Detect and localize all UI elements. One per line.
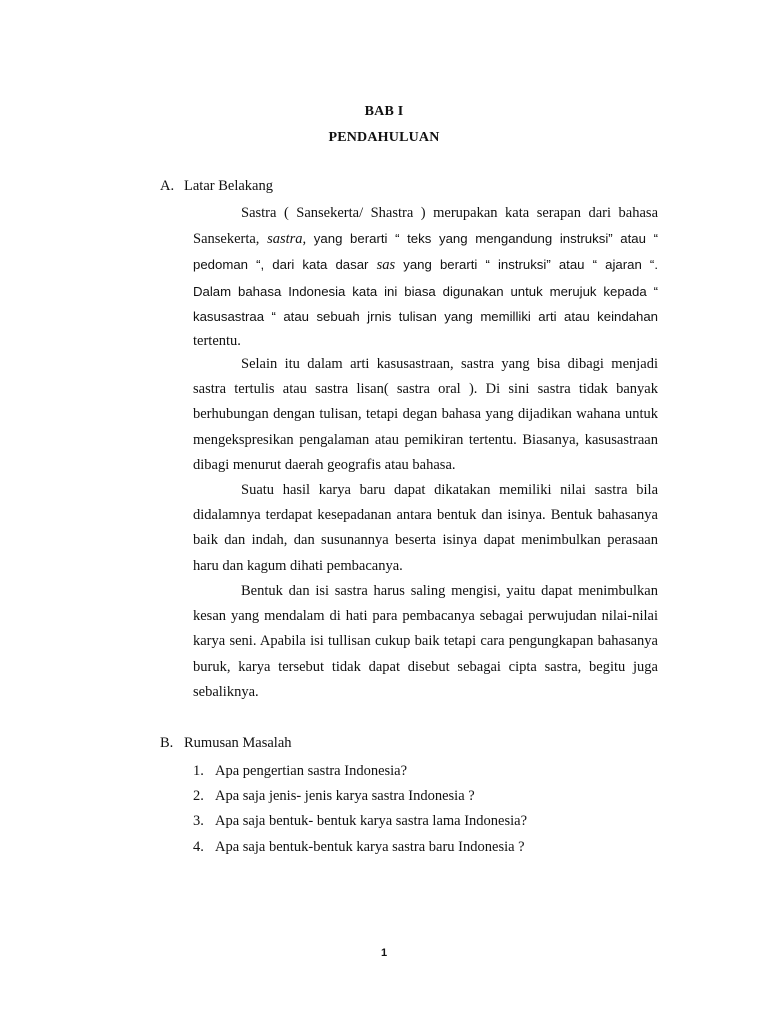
section-b-title: Rumusan Masalah	[184, 735, 292, 751]
paragraph-2	[193, 352, 658, 478]
paragraph-1-line-6: tertentu.	[193, 333, 241, 350]
paragraph-1-line-2c: yang berarti “ teks yang mengandung instruksi” atau “	[306, 231, 659, 247]
paragraph-2-text: Selain itu dalam arti kasusastraan, sastra yang bisa dibagi menjadi sastra tertulis atau sastra lisan( sastra oral ). Di sini sastra tidak banyak berhubungan dengan tulisan, tetapi degan bahasa yang dijadikan wahana untuk mengekspresikan pengalaman atau pemikiran tertentu. Biasanya, kasusastraan dibagi menurut daerah geografis atau bahasa.	[193, 356, 658, 473]
paragraph-3-text: Suatu hasil karya baru dapat dikatakan memiliki nilai sastra bila didalamnya terdapat kesepadanan antara bentuk dan isinya. Bentuk bahasanya baik dan indah, dan susunannya beserta isinya dapat menimbulkan perasaan haru dan kagum dihati pembacanya.	[193, 482, 658, 574]
list-item-text: Apa saja jenis- jenis karya sastra Indonesia ?	[215, 788, 475, 805]
list-item	[193, 835, 613, 860]
paragraph-2-block	[193, 352, 658, 478]
paragraph-4	[193, 579, 658, 705]
paragraph-1-line-3a: pedoman “, dari kata dasar	[193, 257, 377, 273]
paragraph-1	[193, 201, 658, 354]
section-a-heading	[160, 178, 273, 195]
list-item-text: Apa saja bentuk-bentuk karya sastra baru Indonesia ?	[215, 838, 525, 855]
list-item-number: 4.	[193, 838, 204, 855]
term-sastra: sastra,	[267, 231, 307, 248]
list-item	[193, 809, 613, 834]
paragraph-1-line-2a: Sansekerta,	[193, 231, 268, 248]
list-item-number: 1.	[193, 763, 204, 779]
problem-list	[193, 759, 613, 860]
paragraph-4-text: Bentuk dan isi sastra harus saling mengisi, yaitu dapat menimbulkan kesan yang mendalam di hati para pembacanya sebagai perwujudan nilai-nilai karya seni. Apabila isi tullisan cukup baik tetapi cara pengungkapan bahasanya buruk, karya tersebut tidak dapat disebut sebagai cipta sastra, begitu juga sebaliknya.	[193, 583, 658, 700]
list-item	[193, 759, 613, 784]
paragraph-1-line-5: kasusastraa “ atau sebuah jrnis tulisan yang memilliki arti atau keindahan	[193, 308, 658, 324]
paragraph-3-block	[193, 478, 658, 579]
list-item-number: 3.	[193, 813, 204, 830]
paragraph-1-line-1: Sastra ( Sansekerta/ Shastra ) merupakan kata serapan dari bahasa	[241, 205, 658, 221]
chapter-label: BAB I	[364, 104, 404, 119]
section-b-heading	[160, 735, 292, 752]
section-a-title: Latar Belakang	[184, 178, 273, 194]
list-item-number: 2.	[193, 788, 204, 805]
list-item-text: Apa saja bentuk- bentuk karya sastra lama Indonesia?	[215, 813, 528, 830]
paragraph-1-line-3c: yang berarti “ instruksi” atau “ ajaran “.	[395, 257, 658, 273]
paragraph-1-line-4: Dalam bahasa Indonesia kata ini biasa digunakan untuk merujuk kepada “	[193, 283, 658, 299]
paragraph-4-block	[193, 579, 658, 705]
section-b-marker: B.	[160, 735, 174, 751]
list-item	[193, 784, 613, 809]
section-a-marker: A.	[160, 178, 175, 194]
term-sas: sas	[376, 257, 396, 274]
section-a-body	[193, 201, 658, 354]
list-item-text: Apa pengertian sastra Indonesia?	[215, 763, 408, 779]
paragraph-3	[193, 478, 658, 579]
chapter-title: PENDAHULUAN	[328, 130, 440, 145]
page-number: 1	[380, 947, 388, 959]
